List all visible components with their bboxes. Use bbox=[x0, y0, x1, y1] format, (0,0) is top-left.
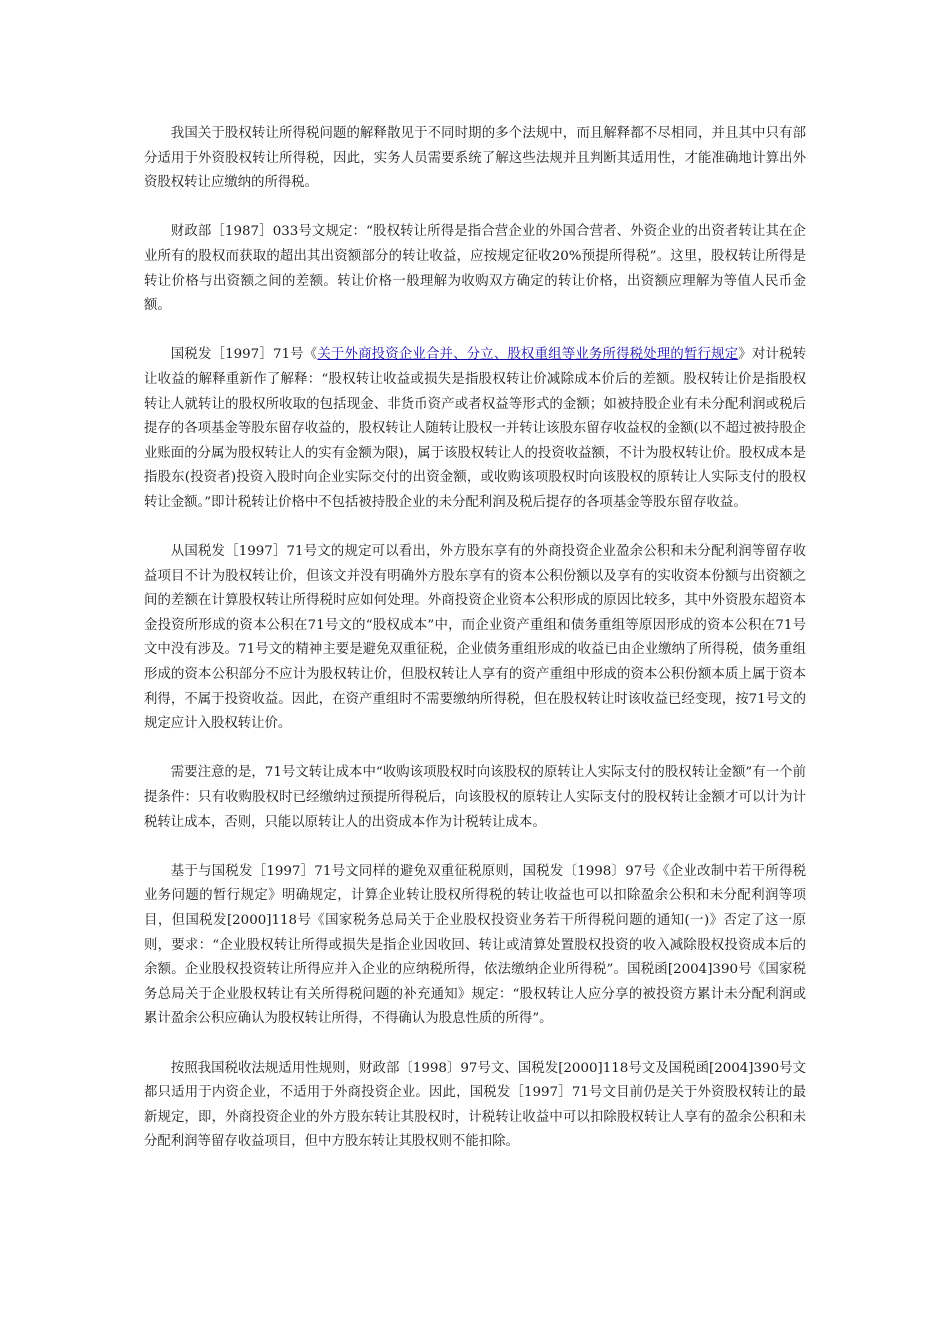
paragraph-analysis-71: 从国税发［1997］71号文的规定可以看出，外方股东享有的外商投资企业盈余公积和未分配利润等留存收益项目不计为股权转让价，但该文并没有明确外方股东享有的资本公积份额以及享有的实收资本份额与出资额之间的差额在计算股权转让所得税时应如何处理。外商投资企业资本公积形成的原因比较多，其中外资股东超资本金投资所形成的资本公积在71号文的“股权成本”中，而企业资产重组和债务重组等原因形成的资本公积在71号文中没有涉及。71号文的精神主要是避免双重征税，企业债务重组形成的收益已由企业缴纳了所得税，债务重组形成的资本公积部分不应计为股权转让价，但股权转让人享有的资产重组中形成的资本公积份额本质上属于资本利得，不属于投资收益。因此，在资产重组时不需要缴纳所得税，但在股权转让时该收益已经变现，按71号文的规定应计入股权转让价。 bbox=[144, 544, 806, 732]
paragraph-note: 需要注意的是，71号文转让成本中“收购该项股权时向该股权的原转让人实际支付的股权转让金额”有一个前提条件：只有收购股权时已经缴纳过预提所得税后，向该股权的原转让人实际支付的股权转让金额才可以计为计税转让成本，否则，只能以原转让人的出资成本作为计税转让成本。 bbox=[144, 765, 806, 830]
paragraph-text-before-link: 国税发［1997］71号《 bbox=[170, 347, 318, 363]
paragraph-text-after-link: 》对计税转让收益的解释重新作了解释：“股权转让收益或损失是指股权转让价减除成本价后的差额。股权转让价是指股权转让人就转让的股权所收取的包括现金、非货币资产或者权益等形式的金额；如被持股企业有未分配利润或税后提存的各项基金等股东留存收益的，股权转让人随转让股权一并转让该股东留存收益权的金额(以不超过被持股企业账面的分属为股权转让人的实有金额为限)，属于该股权转让人的投资收益额，不计为股权转让价。股权成本是指股东(投资者)投资入股时向企业实际交付的出资金额，或收购该项股权时向该股权的原转让人实际支付的股权转让金额。”即计税转让价格中不包括被持股企业的未分配利润及税后提存的各项基金等股东留存收益。 bbox=[144, 347, 807, 510]
paragraph-double-taxation: 基于与国税发［1997］71号文同样的避免双重征税原则，国税发〔1998〕97号《企业改制中若干所得税业务问题的暂行规定》明确规定，计算企业转让股权所得税的转让收益也可以扣除盈余公积和未分配利润等项目，但国税发[2000]118号《国家税务总局关于企业股权投资业务若干所得税问题的通知(一)》否定了这一原则，要求：“企业股权转让所得或损失是指企业因收回、转让或清算处置股权投资的收入减除股权投资成本后的余额。企业股权投资转让所得应并入企业的应纳税所得，依法缴纳企业所得税”。国税函[2004]390号《国家税务总局关于企业股权转让有关所得税问题的补充通知》规定：“股权转让人应分享的被投资方累计未分配利润或累计盈余公积应确认为股权转让所得，不得确认为股息性质的所得”。 bbox=[144, 863, 806, 1027]
regulation-link[interactable]: 关于外商投资企业合并、分立、股权重组等业务所得税处理的暂行规定 bbox=[317, 347, 739, 363]
paragraph-conclusion: 按照我国税收法规适用性规则，财政部〔1998〕97号文、国税发[2000]118号文及国税函[2004]390号文都只适用于内资企业，不适用于外商投资企业。因此，国税发［1997］71号文目前仍是关于外资股权转让的最新规定，即，外商投资企业的外方股东转让其股权时，计税转让收益中可以扣除股权转让人享有的盈余公积和未分配利润等留存收益项目，但中方股东转让其股权则不能扣除。 bbox=[144, 1060, 806, 1150]
paragraph-guoshuifa-1997-71 bbox=[144, 343, 806, 515]
paragraph-mof-1987-033: 财政部［1987］033号文规定：“股权转让所得是指合营企业的外国合营者、外资企业的出资者转让其在企业所有的股权而获取的超出其出资额部分的转让收益，应按规定征收20%预提所得税”。这里，股权转让所得是转让价格与出资额之间的差额。转让价格一般理解为收购双方确定的转让价格，出资额应理解为等值人民币金额。 bbox=[144, 224, 806, 314]
paragraph-intro: 我国关于股权转让所得税问题的解释散见于不同时期的多个法规中，而且解释都不尽相同，并且其中只有部分适用于外资股权转让所得税，因此，实务人员需要系统了解这些法规并且判断其适用性，才能准确地计算出外资股权转让应缴纳的所得税。 bbox=[144, 126, 806, 191]
document-body bbox=[144, 122, 806, 1180]
